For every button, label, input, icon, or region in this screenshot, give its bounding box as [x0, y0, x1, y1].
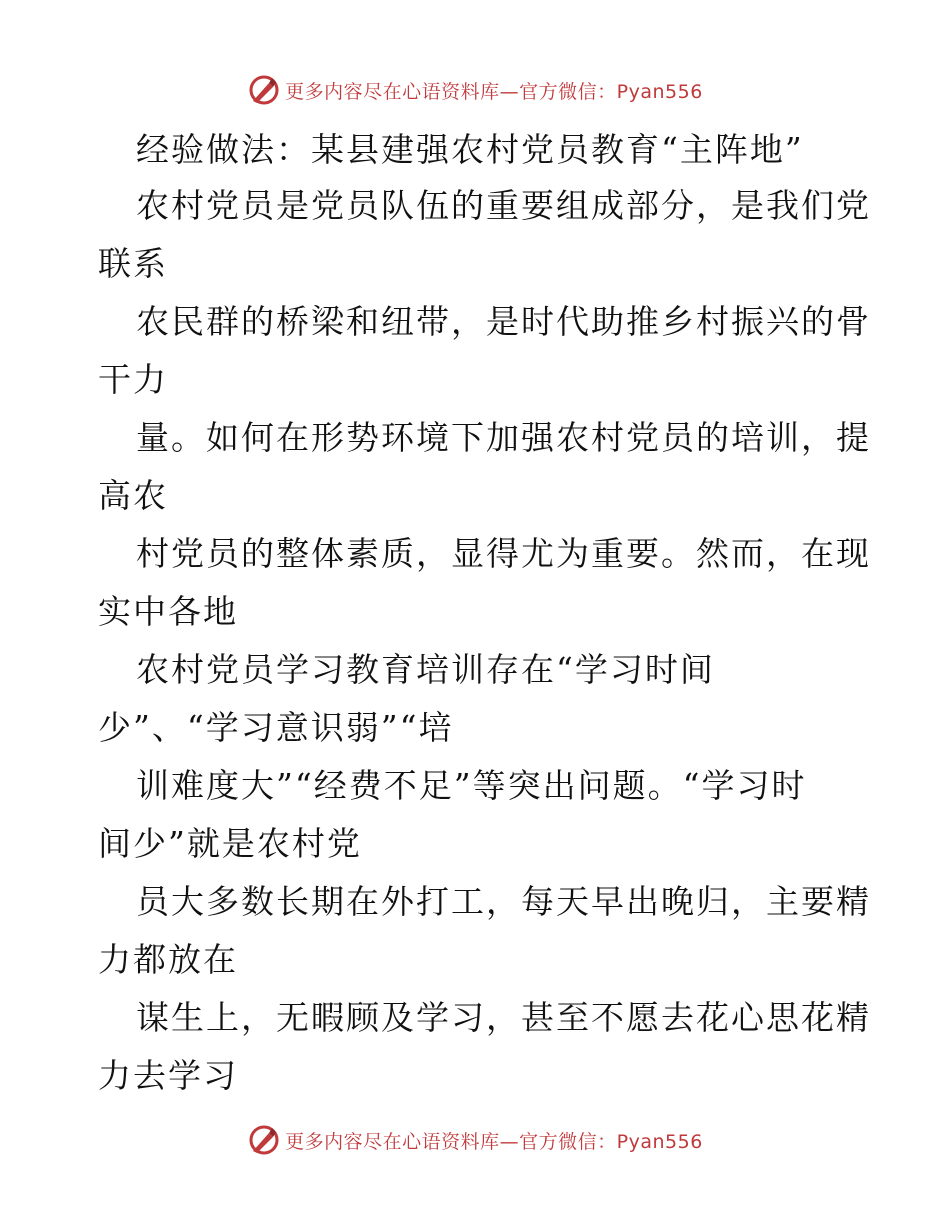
text-line: 农村党员学习教育培训存在“学习时间: [136, 650, 715, 689]
text-line: 农村党员是党员队伍的重要组成部分，是我们党: [136, 186, 871, 225]
watermark-banner-top: [0, 70, 950, 110]
document-title: 经验做法：某县建强农村党员教育“主阵地”: [136, 130, 804, 169]
text-line: 间少”就是农村党: [98, 824, 362, 863]
text-line: 谋生上，无暇顾及学习，甚至不愿去花心思花精: [136, 998, 871, 1037]
pen-circle-logo-icon: [247, 1123, 281, 1157]
text-line: 实中各地: [98, 592, 238, 631]
text-line: 力都放在: [98, 940, 238, 979]
text-line: 干力: [98, 360, 168, 399]
text-line: 村党员的整体素质，显得尤为重要。然而，在现: [136, 534, 871, 573]
text-line: 高农: [98, 476, 168, 515]
text-line: 量。如何在形势环境下加强农村党员的培训，提: [136, 418, 871, 457]
watermark-text: 更多内容尽在心语资料库—官方微信：Pyan556: [285, 1130, 703, 1153]
text-line: 员大多数长期在外打工，每天早出晚归，主要精: [136, 882, 871, 921]
text-line: 少”、“学习意识弱”“培: [98, 708, 454, 747]
text-line: 农民群的桥梁和纽带，是时代助推乡村振兴的骨: [136, 302, 871, 341]
watermark-text: 更多内容尽在心语资料库—官方微信：Pyan556: [285, 80, 703, 103]
text-line: 训难度大”“经费不足”等突出问题。“学习时: [136, 766, 807, 805]
watermark-banner-bottom: [0, 1120, 950, 1160]
pen-circle-logo-icon: [247, 73, 281, 107]
text-line: 力去学习: [98, 1056, 238, 1095]
text-line: 联系: [98, 244, 168, 283]
